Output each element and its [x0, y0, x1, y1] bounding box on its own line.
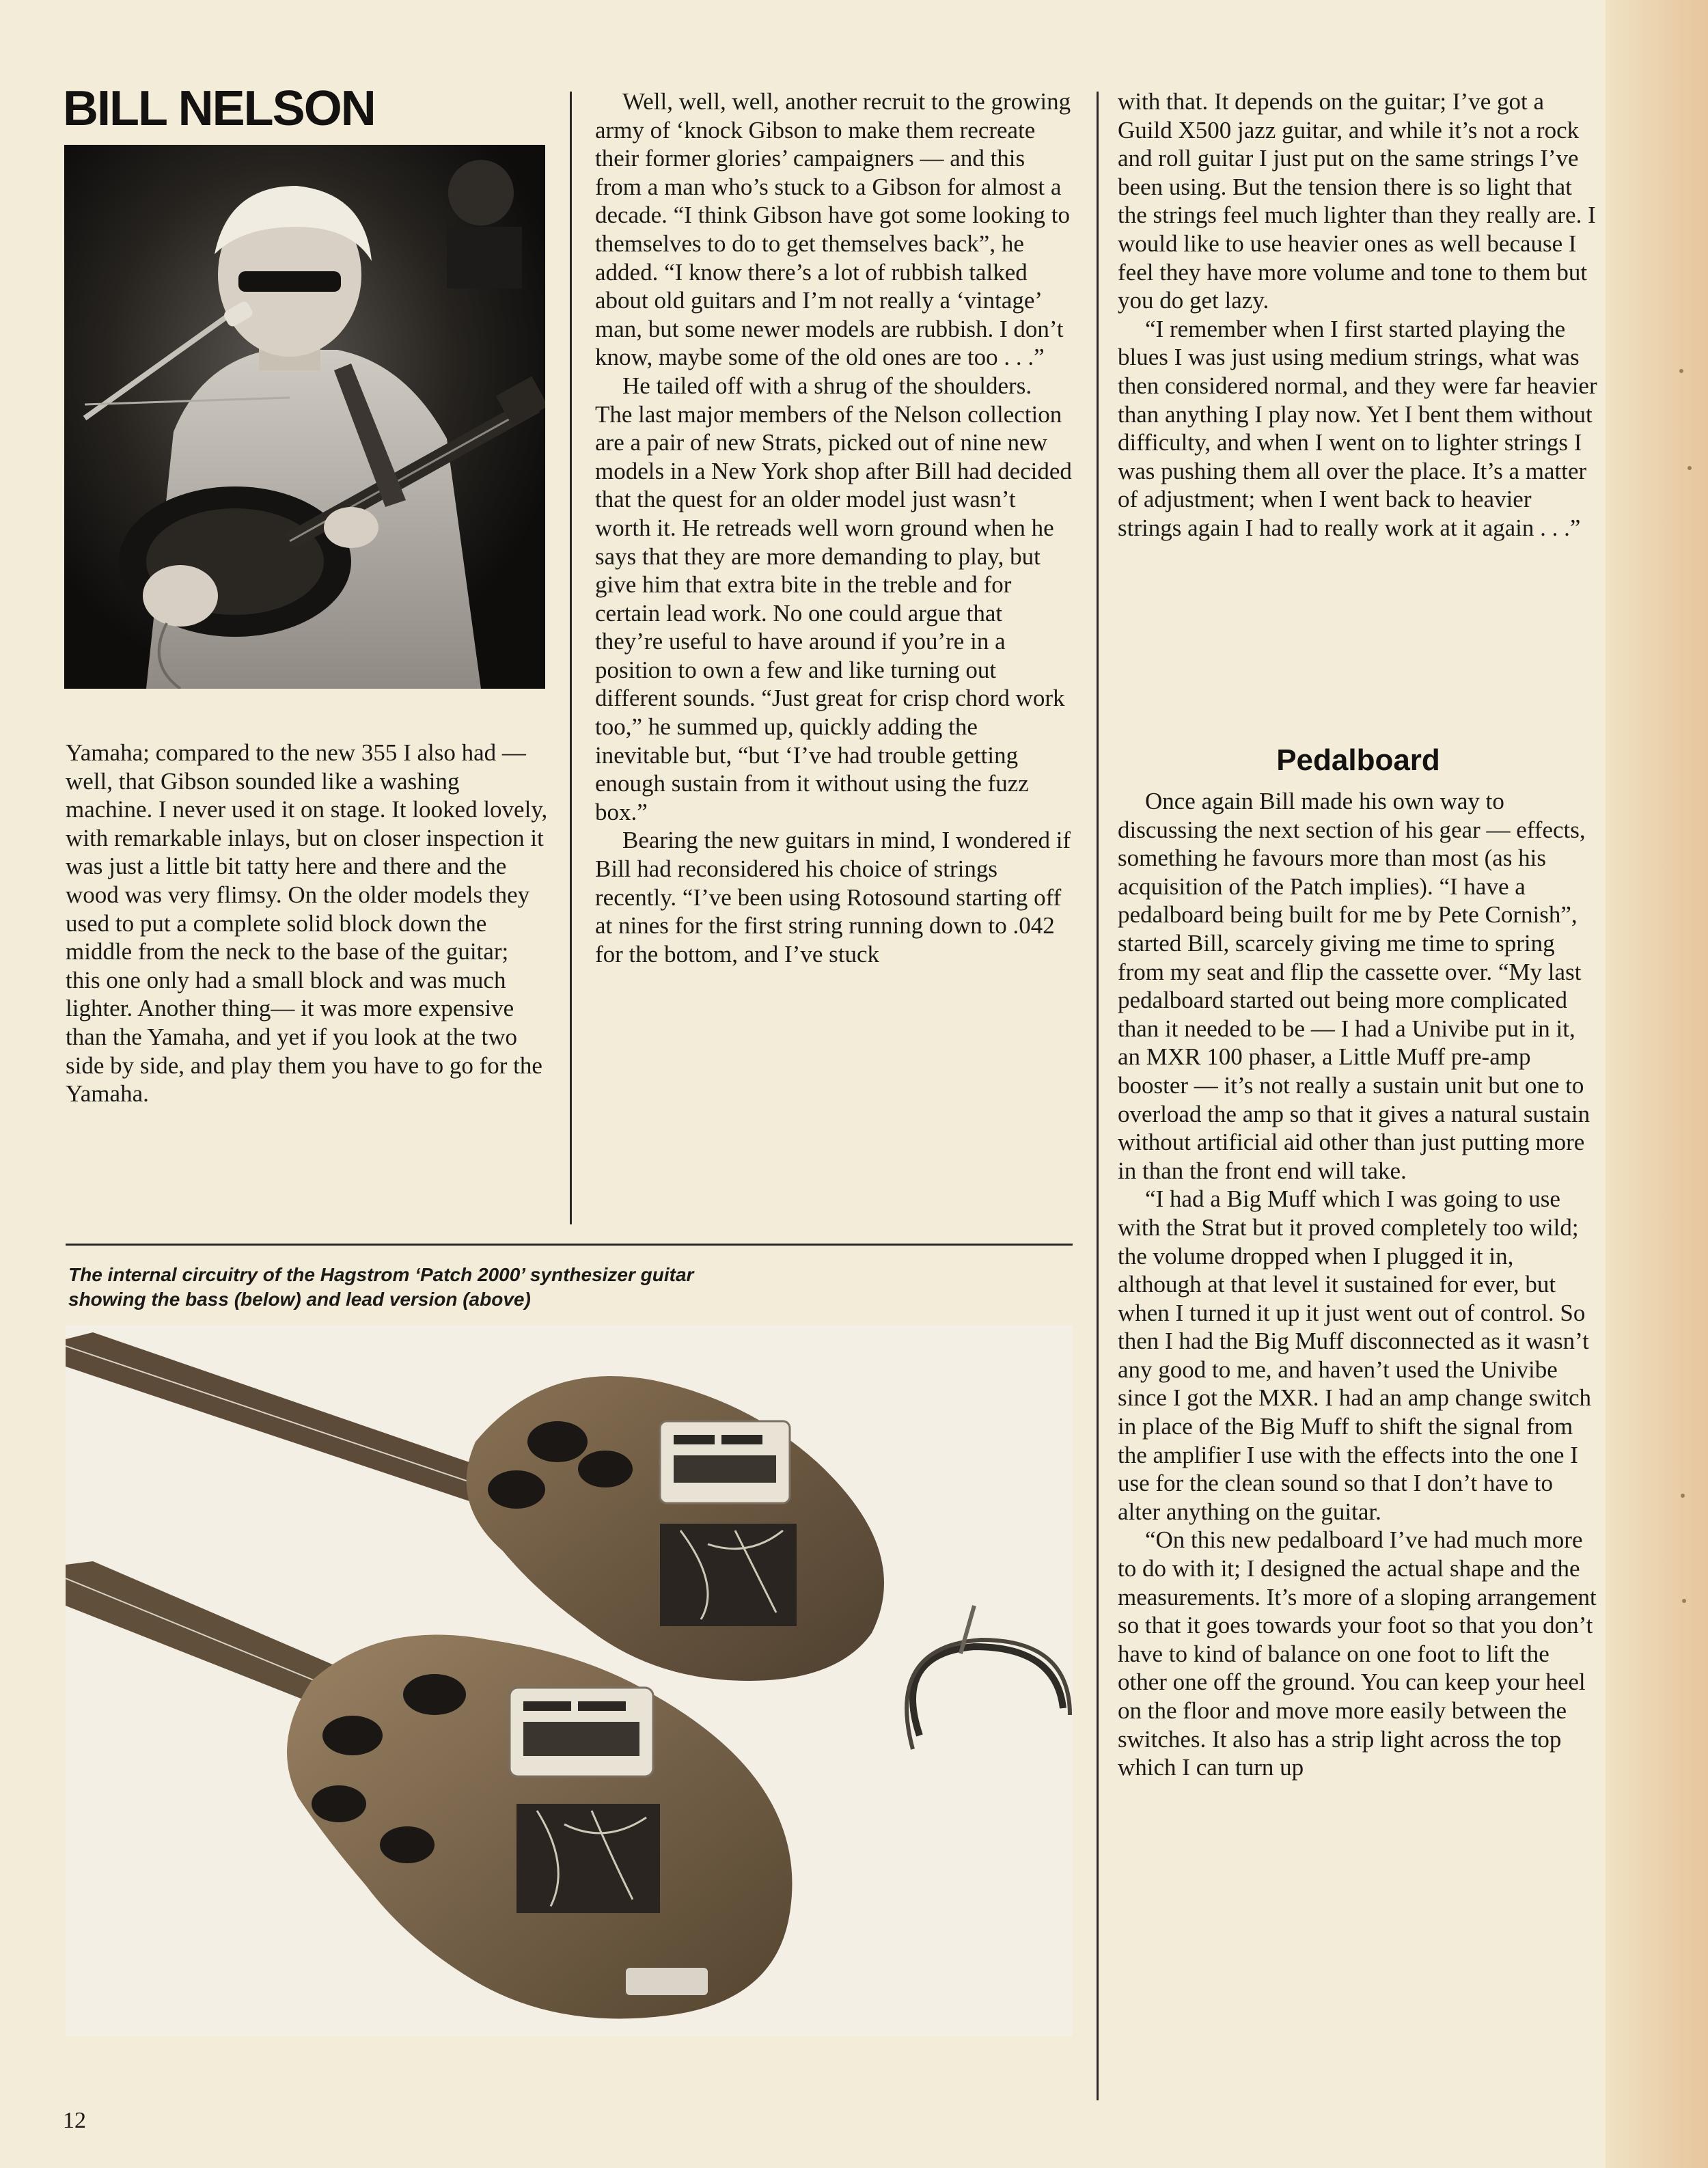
- column-2: [595, 87, 1073, 968]
- paragraph: “I had a Big Muff which I was going to use with the Strat but it proved completely too wild; the volume dropped when I plugged it in, although at that level it sustained for ever, but when I turned it up it just went out of control. So then I had the Big Muff disconnected as it wasn’t any good to me, and haven’t used the Univibe since I got the MXR. I had an amp change switch in place of the Big Muff to shift the signal from the amplifier I use with the effects into the one I use for the clean sound so that I don’t have to alter anything on the guitar.: [1118, 1185, 1592, 1525]
- section-heading: Pedalboard: [1276, 743, 1440, 777]
- column-rule: [1097, 92, 1099, 2100]
- page-number: 12: [63, 2108, 86, 2133]
- photo-caption: [68, 1263, 1073, 1312]
- column-3-continued: [1118, 787, 1599, 1782]
- paragraph: Once again Bill made his own way to discussing the next section of his gear — effects, something he favours more than most (as his acquisition of the Patch implies). “I have a pedalboard being built for me by Pete Cornish”, started Bill, scarcely giving me time to spring from my seat and flip the cassette over. “My last pedalboard started out being more complicated than it needed to be — I had a Univibe put in it, an MXR 100 phaser, a Little Muff pre-amp booster — it’s not really a sustain unit but one to overload the amp so that it gives a natural sustain without artificial aid other than just putting more in than the front end will take.: [1118, 788, 1590, 1184]
- page-edge: [1606, 0, 1708, 2168]
- paragraph: with that. It depends on the guitar; I’ve got a Guild X500 jazz guitar, and while it’s not a rock and roll guitar I just put on the same strings I’ve been using. But the tension there is so light that the strings feel much lighter than they really are. I would like to use heavier ones as well because I feel they have more volume and tone to them but you do get lazy.: [1118, 88, 1596, 314]
- guitars-photo-illustration: [66, 1326, 1073, 2036]
- guitars-photo: [66, 1326, 1073, 2036]
- paragraph: Well, well, well, another recruit to the growing army of ‘knock Gibson to make them recreate their former glories’ campaigners — and this from a man who’s stuck to a Gibson for almost a decade. “I think Gibson have got some looking to themselves to do to get themselves back”, he added. “I know there’s a lot of rubbish talked about old guitars and I’m not really a ‘vintage’ man, but some newer models are rubbish. I don’t know, maybe some of the old ones are too . . .”: [595, 88, 1071, 371]
- paragraph: Bearing the new guitars in mind, I wondered if Bill had reconsidered his choice of strings recently. “I’ve been using Rotosound starting off at nines for the first string running down to .042 for the bottom, and I’ve stuck: [595, 827, 1071, 968]
- caption-line: showing the bass (below) and lead version (above): [68, 1289, 531, 1310]
- caption-line: The internal circuitry of the Hagstrom ‘Patch 2000’ synthesizer guitar: [68, 1264, 694, 1285]
- speck: [1681, 1494, 1685, 1498]
- performer-photo: [64, 145, 545, 689]
- article-title: BILL NELSON: [63, 81, 375, 136]
- column-rule: [570, 92, 572, 1224]
- column-1: [66, 739, 548, 1108]
- caption-rule: [66, 1244, 1073, 1246]
- performer-photo-illustration: [64, 145, 545, 689]
- column-3: [1118, 87, 1599, 543]
- speck: [1682, 1599, 1686, 1603]
- speck: [1688, 466, 1692, 470]
- paragraph: Yamaha; compared to the new 355 I also had — well, that Gibson sounded like a washing machine. I never used it on stage. It looked lovely, with remarkable inlays, but on closer inspection it was just a little bit tatty here and there and the wood was very flimsy. On the older models they used to put a complete solid block down the middle from the neck to the base of the guitar; this one only had a small block and was much lighter. Another thing— it was more expensive than the Yamaha, and yet if you look at the two side by side, and play them you have to go for the Yamaha.: [66, 739, 548, 1108]
- paragraph: He tailed off with a shrug of the shoulders. The last major members of the Nelson collection are a pair of new Strats, picked out of nine new models in a New York shop after Bill had decided that the quest for an older model just wasn’t worth it. He retreads well worn ground when he says that they are more demanding to play, but give him that extra bite in the treble and for certain lead work. No one could argue that they’re useful to have around if you’re in a position to own a few and like turning out different sounds. “Just great for crisp chord work too,” he summed up, quickly adding the inevitable but, “but ‘I’ve had trouble getting enough sustain from it without using the fuzz box.”: [595, 372, 1072, 825]
- paragraph: “I remember when I first started playing the blues I was just using medium strings, what was then considered normal, and they were far heavier than anything I play now. Yet I bent them without difficulty, and when I went on to lighter strings I was pushing them all over the place. It’s a matter of adjustment; when I went back to heavier strings again I had to really work at it again . . .”: [1118, 315, 1597, 541]
- speck: [1679, 369, 1683, 373]
- paragraph: “On this new pedalboard I’ve had much more to do with it; I designed the actual shape and the measurements. It’s more of a sloping arrangement so that it goes towards your foot so that you don’t have to kind of balance on one foot to lift the other one off the ground. You can keep your heel on the floor and move more easily between the switches. It also has a strip light across the top which I can turn up: [1118, 1526, 1597, 1781]
